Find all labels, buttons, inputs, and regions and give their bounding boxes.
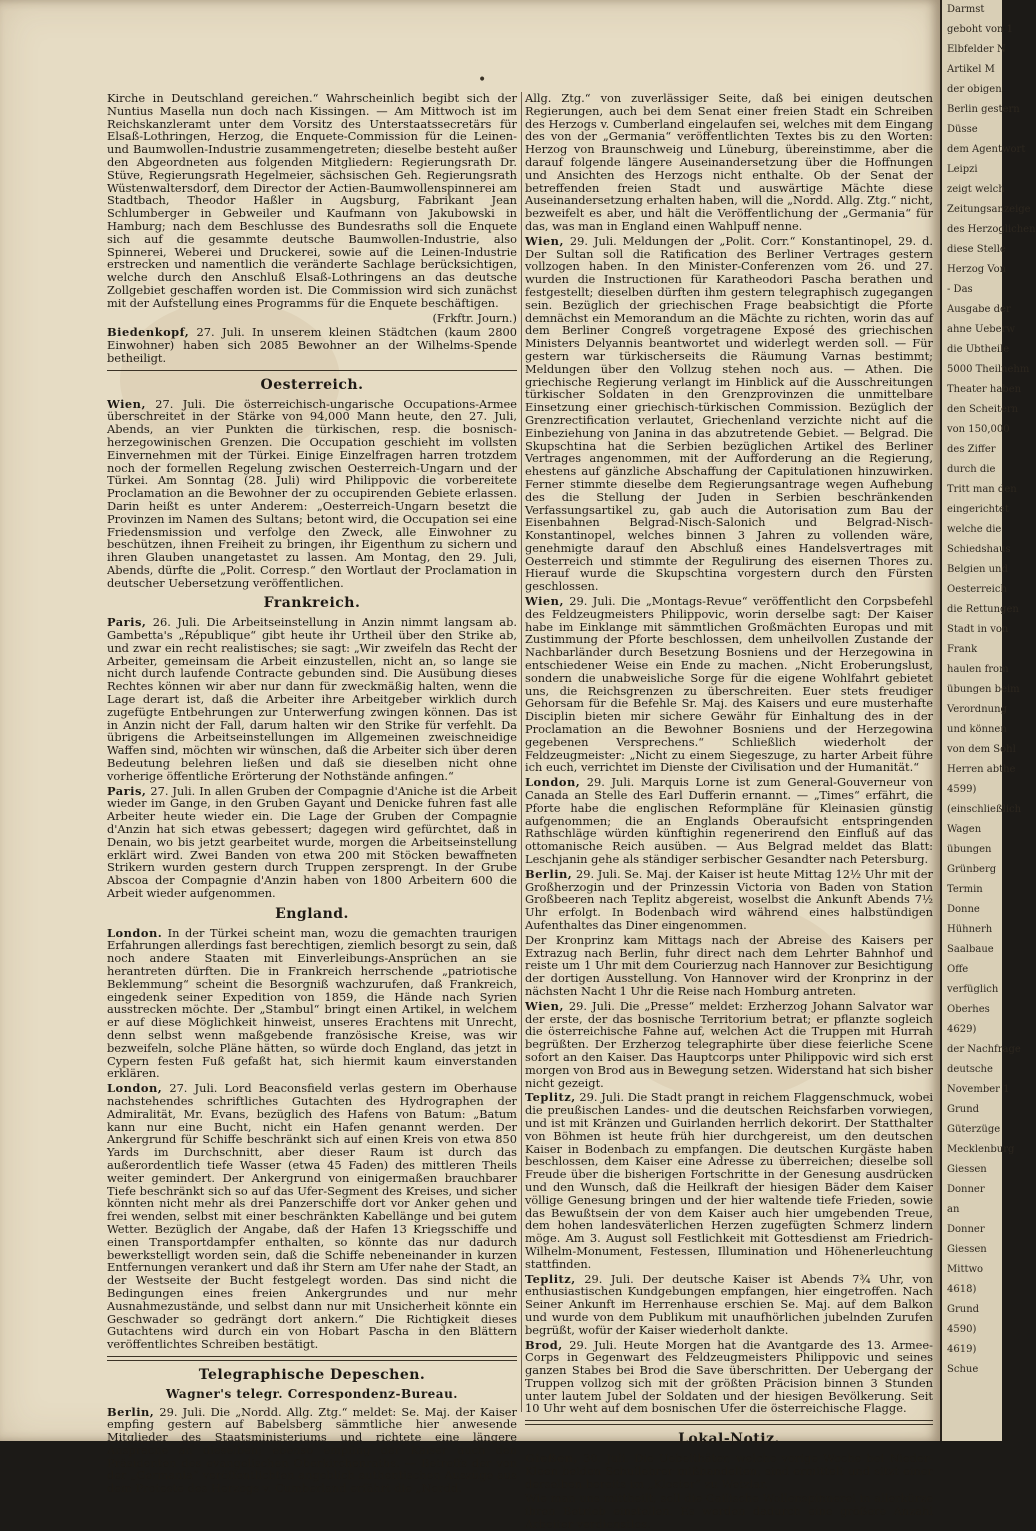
article-paragraph <box>525 1339 933 1416</box>
adjacent-page-fragment: Leipzi <box>947 164 978 175</box>
dateline: Berlin, <box>525 866 573 881</box>
adjacent-page-fragment: Oberhes <box>947 1004 990 1015</box>
adjacent-page-fragment: von dem Sohl <box>947 744 1016 755</box>
adjacent-page-fragment: Stadt in von <box>947 624 1009 635</box>
adjacent-page-fragment: Güterzüge <box>947 1124 1001 1135</box>
article-paragraph <box>107 927 517 1081</box>
dateline: London, <box>525 775 581 790</box>
adjacent-page-fragment: übungen <box>947 844 992 855</box>
adjacent-page-fragment: Artikel M <box>947 64 995 75</box>
adjacent-page-fragment: eingerichtet <box>947 504 1009 515</box>
article-paragraph <box>525 595 933 774</box>
adjacent-page-fragment: 4599) <box>947 784 977 795</box>
adjacent-page-fragment: - Das <box>947 284 973 295</box>
adjacent-page-fragment: geboht von 1 <box>947 24 1014 35</box>
adjacent-page-edge <box>940 0 1036 1441</box>
adjacent-page-fragment: deutsche <box>947 1064 993 1075</box>
article-paragraph <box>525 1273 933 1337</box>
adjacent-page-fragment: Mittwo <box>947 1264 984 1275</box>
article-paragraph <box>525 1452 933 1490</box>
dateline: Brod, <box>525 1337 563 1352</box>
adjacent-page-fragment: 4590) <box>947 1324 977 1335</box>
adjacent-page-fragment: Berlin gestern <box>947 104 1020 115</box>
adjacent-page-fragment: Zeitungsanzeige <box>947 204 1031 215</box>
adjacent-page-fragment: 4619) <box>947 1344 977 1355</box>
adjacent-page-fragment: Belgien und <box>947 564 1008 575</box>
dateline: London. <box>107 925 163 940</box>
paragraph-text: 30. Juli. Die Uebelthäter, welche vorige Woche bei Nieder-Kleen beiden Schullehrer mißhandelten, sind ermittelt und sitzt einer derselben bereits im „Kloster“ zu Wetzlar. <box>525 1451 933 1491</box>
adjacent-page-fragment: und können <box>947 724 1007 735</box>
article-paragraph <box>107 1082 517 1351</box>
paragraph-text: 29. Juli. Die „Presse“ meldet: Erzherzog Johann Salvator war der erste, der das bosnische Territorium betrat; er pflanzte sogleich die österreichische Fahne auf, welchen Act die Truppen mit Hurrah begrüßten. Der Erzherzog telegraphirte über diese feierliche Scene sofort an den Kaiser. Das Hauptcorps unter Philippovic wird sich erst morgen von Brod aus in Bewegung setzen. Widerstand hat sich bisher nicht gezeigt. <box>525 998 933 1090</box>
paragraph-text: Kirche in Deutschland gereichen.“ Wahrscheinlich begibt sich der Nuntius Masella nun doch nach Kissingen. — Am Mittwoch ist im Reichskanzleramt unter dem Vorsitz des Unterstaatssecretärs für Elsaß-Lothringen, Herzog, die Enquete-Commission für die Leinen- und Baumwollen-Industrie zusammengetreten; dieselbe besteht außer den Abgeordneten aus folgenden Mitgliedern: Regierungsrath Dr. Stüve, Regierungsrath Hegelmeier, sächsischen Geh. Regierungsrath Wüstenwaltersdorf, dem Director der Actien-Baumwollenspinnerei am Stadtbach, Theodor Haßler in Augsburg, Fabrikant Jean Schlumberger in Gebweiler und Kaufmann von Jakubowski in Hamburg; nach dem Beschlusse des Bundesraths soll die Enquete sich auf die gesammte deutsche Baumwollen-Industrie, also Spinnerei, Weberei und Druckerei, sowie auf die Leinen-Industrie erstrecken und namentlich die veränderte Sachlage berücksichtigen, welche durch den Anschluß Elsaß-Lothringens an das deutsche Zollgebiet geschaffen worden ist. Die Commission wird sich zunächst mit der Aufstellung eines Programms für die Enquete beschäftigen. <box>107 91 517 310</box>
section-heading: Lokal-Notiz. <box>678 1431 780 1448</box>
adjacent-page-fragment: Schue <box>947 1364 979 1375</box>
dateline: Paris, <box>107 615 147 630</box>
section-heading: Telegraphische Depeschen. <box>198 1366 426 1383</box>
adjacent-page-fragment: (einschließlich <box>947 804 1022 815</box>
dateline: Teplitz, <box>525 1090 576 1105</box>
article-paragraph <box>107 785 517 900</box>
adjacent-page-fragment: Saalbaue <box>947 944 994 955</box>
dateline: Berlin, <box>107 1404 155 1419</box>
adjacent-page-fragment: Giessen <box>947 1244 987 1255</box>
adjacent-page-fragment: des Ziffer <box>947 444 996 455</box>
adjacent-page-fragment: 4618) <box>947 1284 977 1295</box>
section-heading: Frankreich. <box>263 595 361 612</box>
paragraph-text: 27. Juli. Die österreichisch-ungarische Occupations-Armee überschreitet in der Stärke von 94,000 Mann heute, den 27. Juli, Abends, an vier Punkten die türkischen, resp. die bosnisch-herzegowinischen Grenzen. Die Occupation geschieht im vollsten Einvernehmen mit der Türkei. Einige Einzelfragen harren trotzdem noch der formellen Regelung zwischen Oesterreich-Ungarn und der Türkei. Am Sonntag (28. Juli) wird Philippovic die vorbereitete Proclamation an die Bewohner der zu occupirenden Gebiete erlassen. Darin heißt es unter Anderem: „Oesterreich-Ungarn besetzt die Provinzen im Namen des Sultans; betont wird, die Occupation sei eine Friedensmission und verfolge den Zweck, alle Einwohner zu beschützen, ihnen Freiheit zu bringen, ihr Eigenthum zu sichern und ihren Glauben unangetastet zu lassen. Am Montag, den 29. Juli, Abends, dürfte die „Polit. Corresp.“ den Wortlaut der Proclamation in deutscher Uebersetzung veröffentlichen. <box>107 396 517 590</box>
article-paragraph <box>107 92 517 310</box>
adjacent-page-fragment: dem Agentwort <box>947 144 1026 155</box>
paragraph-text: 27. Juli. In allen Gruben der Compagnie d'Aniche ist die Arbeit wieder im Gange, in den Gruben Gayant und Denicke fuhren fast alle Arbeiter heute wieder ein. Die Lage der Gruben der Compagnie d'Anzin hat sich etwas gebessert; dagegen wird gefürchtet, daß in Denain, wo bis jetzt gearbeitet wurde, morgen die Arbeitseinstellung erklärt wird. Zwei Banden von etwa 200 mit Stöcken bewaffneten Strikern wurden gestern durch Truppen zersprengt. In der Grube Abscoa der Compagnie d'Anzin haben von 1800 Arbeitern 600 die Arbeit wieder aufgenommen. <box>107 783 517 901</box>
adjacent-page-fragment: Ausgabe der <box>947 304 1011 315</box>
section-heading: England. <box>275 905 349 922</box>
adjacent-page-fragment: zeigt welch <box>947 184 1005 195</box>
right-column <box>525 91 933 1531</box>
adjacent-page-fragment: Offe <box>947 964 969 975</box>
article-paragraph <box>107 1406 517 1496</box>
dateline: Teplitz, <box>525 1271 576 1286</box>
article-paragraph <box>525 868 933 932</box>
paragraph-text: 29. Juli. Se. Maj. der Kaiser ist heute Mittag 12½ Uhr mit der Großherzogin und der Prinzessin Victoria von Baden von Station Großbeeren nach Teplitz abgereist, woselbst die Ankunft Abends 7½ Uhr erfolgt. In Bodenbach wird während eines halbstündigen Aufenthaltes das Diner eingenommen. <box>525 866 933 932</box>
adjacent-page-fragment: Grünberg <box>947 864 997 875</box>
dateline: Wien, <box>525 594 564 609</box>
adjacent-page-fragment: Frank <box>947 644 978 655</box>
adjacent-page-fragment: Hühnerh <box>947 924 993 935</box>
adjacent-page-fragment: Düsse <box>947 124 978 135</box>
adjacent-page-fragment: Mecklenburg <box>947 1144 1015 1155</box>
adjacent-page-fragment: ahne Ueberw <box>947 324 1015 335</box>
adjacent-page-fragment: diese Stelle <box>947 244 1006 255</box>
article-paragraph <box>525 1091 933 1270</box>
adjacent-page-fragment: Donner <box>947 1224 985 1235</box>
paragraph-text: 29. Juli. Marquis Lorne ist zum General-Gouverneur von Canada an Stelle des Earl Dufferin ernannt. — „Times“ erfährt, die Pforte habe die englischen Reformpläne für Kleinasien günstig aufgenommen; die an Englands Oberaufsicht entspringenden Rathschläge würden künftighin regenerirend den Einfluß auf das ottomanische Reich ausüben. — Aus Belgrad meldet das Blatt: Leschjanin gehe als ständiger serbischer Gesandter nach Petersburg. <box>525 775 933 867</box>
paragraph-text: Der Kronprinz kam Mittags nach der Abreise des Kaisers per Extrazug nach Berlin, fuhr direct nach dem Lehrter Bahnhof und reiste um 1 Uhr mit dem Courierzug nach Hannover zur Besichtigung der dortigen Ausstellung. Von Hannover wird der Kronprinz in der nächsten Nacht 1 Uhr die Reise nach Homburg antreten. <box>525 932 933 998</box>
paragraph-text: Wie man uns mittheilt, soll die Gailische Wollenspinnerei in allerkürze ihren Betrieb einstellen. Es werden dadurch eine größere Anzahl Arbeiter verdienstlos. <box>525 1491 933 1531</box>
adjacent-page-fragment: durch die <box>947 464 996 475</box>
dateline: Gießen, <box>525 1451 578 1466</box>
adjacent-page-fragment: die Ubtheile <box>947 344 1010 355</box>
adjacent-page-fragment: Tritt man den <box>947 484 1017 495</box>
adjacent-page-fragment: von 150,000 <box>947 424 1010 435</box>
adjacent-page-fragment: Herzog Von <box>947 264 1007 275</box>
paragraph-text: 29. Juli. Der deutsche Kaiser ist Abends 7¾ Uhr, von enthusiastischen Kundgebungen empfangen, hier eingetroffen. Nach Seiner Ankunft im Herrenhause erschien Se. Maj. auf dem Balkon und wurde von dem Publikum mit unaufhörlichen jubelnden Zurufen begrüßt, wofür der Kaiser wiederholt dankte. <box>525 1271 933 1337</box>
adjacent-page-fragment: Giessen <box>947 1164 987 1175</box>
paragraph-text: 29. Juli. Die Stadt prangt in reichem Flaggenschmuck, wobei die preußischen Landes- und die deutschen Reichsfarben vorwiegen, und ist mit Kränzen und Guirlanden herrlich dekorirt. Der Statthalter von Böhmen ist heute früh hier durchgereist, um den deutschen Kaiser in Bodenbach zu empfangen. Die deutschen Kurgäste haben beschlossen, dem Kaiser eine Adresse zu überreichen; dieselbe soll Freude über die bisherigen Fortschritte in der Genesung ausdrücken und den Wunsch, daß die Heilkraft der hiesigen Bäder dem Kaiser völlige Genesung bringen und der hier waltende tiefe Frieden, sowie das Bewußtsein der von dem Kaiser auch hier umgebenden Treue, dem hohen landesväterlichen Herzen zugefügten Schmerz lindern möge. Am 3. August soll Festlichkeit mit Gottesdienst am Friedrich-Wilhelm-Monument, Festessen, Illumination und Höhenerleuchtung stattfinden. <box>525 1090 933 1271</box>
adjacent-page-fragment: an <box>947 1204 960 1215</box>
adjacent-page-fragment: des Herzoglichen <box>947 224 1036 235</box>
adjacent-page-fragment: übungen beim <box>947 684 1020 695</box>
adjacent-page-fragment: Darmst <box>947 4 985 15</box>
adjacent-page-fragment: Schiedshaus <box>947 544 1011 555</box>
section-rule <box>525 1420 933 1425</box>
dateline: Biedenkopf, <box>107 325 190 340</box>
adjacent-page-fragment: Wagen <box>947 824 982 835</box>
adjacent-page-fragment: der Nachfrage <box>947 1044 1021 1055</box>
section-rule <box>107 370 517 371</box>
adjacent-page-fragment: 4629) <box>947 1024 977 1035</box>
article-paragraph <box>525 934 933 998</box>
adjacent-page-fragment: verfüglich <box>947 984 999 995</box>
paragraph-text: 29. Juli. Die „Montags-Revue“ veröffentlicht den Corpsbefehl des Feldzeugmeisters Philippovic, worin derselbe sagt: Der Kaiser habe im Einklange mit sämmtlichen Großmächten Europas und mit Zustimmung der Pforte beschlossen, dem unheilvollen Zustande der Nachbarländer durch Besetzung Bosniens und der Herzegowina in entschiedener Weise ein Ende zu machen. „Nicht Eroberungslust, sondern die unabweisliche Sorge für die eigene Wohlfahrt gebietet uns, die Reichsgrenzen zu überschreiten. Euer stets freudiger Gehorsam für die Befehle Sr. Maj. des Kaisers und eure musterhafte Disciplin bieten mir sichere Gewähr für Einhaltung des in der Proclamation an die Bewohner Bosniens und der Herzegowina gegebenen Versprechens.“ Schließlich wiederholt der Feldzeugmeister: „Nicht zu einem Siegeszuge, zu harter Arbeit führe ich euch, verrichtet im Dienste der Civilisation und der Humanität.“ <box>525 594 933 775</box>
paragraph-text: Allg. Ztg.“ von zuverlässiger Seite, daß bei einigen deutschen Regierungen, auch bei dem Senat einer freien Stadt ein Schreiben des Herzogs v. Cumberland eingelaufen sei, welches mit dem Eingang des von der „Germania“ veröffentlichten Textes bis zu den Worten: Herzog von Braunschweig und Lüneburg, übereinstimme, aber die darauf folgende längere Auseinandersetzung über die Hoffnungen und Ansichten des Herzogs nicht enthalte. Ob der Senat der betreffenden freien Stadt und auswärtige Mächte diese Auseinandersetzung erhalten haben, will die „Nordd. Allg. Ztg.“ nicht, bezweifelt es aber, und hält die Veröffentlichung der „Germania“ für das, was man in England einen Wahlpuff nenne. <box>525 91 933 233</box>
adjacent-page-fragment: Herren abthe <box>947 764 1016 775</box>
adjacent-page-fragment: November 1 <box>947 1084 1010 1095</box>
paragraph-text: 29. Juli. Heute Morgen hat die Avantgarde des 13. Armee-Corps in Gegenwart des Feldzeugmeisters Philippovic und seines ganzen Stabes bei Brod die Save überschritten. Der Uebergang der Truppen vollzog sich mit der größten Präcision binnen 3 Stunden unter lautem Jubel der Soldaten und der hiesigen Bevölkerung. Seit 10 Uhr weht auf dem bosnischen Ufer die österreichische Flagge. <box>525 1337 933 1416</box>
adjacent-page-fragment: Elbfelder N <box>947 44 1006 55</box>
article-paragraph <box>525 235 933 593</box>
article-paragraph <box>107 616 517 782</box>
article-paragraph <box>525 92 933 233</box>
adjacent-page-fragment: 5000 Theilnehm <box>947 364 1030 375</box>
adjacent-page-fragment: Grund <box>947 1104 980 1115</box>
paragraph-text: 26. Juli. Die Arbeitseinstellung in Anzin nimmt langsam ab. Gambetta's „République“ gibt heute ihr Urtheil über den Strike ab, und zwar ein recht realistisches; sie sagt: „Wir zweifeln das Recht der Arbeiter, gemeinsam die Arbeit einzustellen, nicht an, so lange sie nicht durch laufende Contracte gebunden sind. Die Ausübung dieses Rechtes können wir aber nur dann für zweckmäßig halten, wenn die Lage derart ist, daß die Arbeiter ihre Arbeitgeber wirklich durch zugefügte Entbehrungen zur Unterwerfung zwingen können. Das ist in Anzin nicht der Fall, darum halten wir den Strike für verfehlt. Da übrigens die Arbeitseinstellungen im Allgemeinen zweischneidige Waffen sind, möchten wir wünschen, daß die Arbeiter sich über deren Bedeutung belehren ließen und daß sie dieselben nicht ohne vorherige öffentliche Erörterung der Nothstände anfingen.“ <box>107 615 517 783</box>
paragraph-text: 27. Juli. In unserem kleinen Städtchen (kaum 2800 Einwohner) haben sich 2085 Bewohner an der Wilhelms-Spende betheiligt. <box>107 325 517 365</box>
adjacent-page-fragment: haulen from <box>947 664 1009 675</box>
dateline: Wien, <box>525 998 564 1013</box>
paragraph-text: 29. Juli. Meldungen der „Polit. Corr.“ Konstantinopel, 29. d. Der Sultan soll die Ratification des Berliner Vertrages gestern vollzogen haben. In den Minister-Conferenzen vom 26. und 27. wurden die Instructionen für Karatheodori Pascha berathen und festgestellt; dieselben dürften ihm gestern telegraphisch zugegangen sein. Bezüglich der griechischen Frage beabsichtigt die Pforte demnächst ein Memorandum an die Mächte zu richten, worin das auf dem Berliner Congreß vorgetragene Exposé des griechischen Ministers Delyannis beantwortet und widerlegt werden soll. — Für gestern war türkischerseits die Räumung Varnas bestimmt; Meldungen über den Vollzug stehen noch aus. — Athen. Die griechische Regierung verlangt im Hinblick auf die Ausschreitungen türkischer Soldaten in den Grenzprovinzen die unmittelbare Einsetzung einer griechisch-türkischen Commission. Bezüglich der Grenzrectification verlautet, Griechenland verzichte nicht auf die Einbeziehung von Janina in das abzutretende Gebiet. — Belgrad. Die Skupschtina hat die Serbien bezüglichen Artikel des Berliner Vertrages angenommen, mit der Aufforderung an die Regierung, ehestens auf gänzliche Abschaffung der Capitulationen hinzuwirken. Ferner stimmte dieselbe dem Regierungsantrage wegen Aufhebung des die Stellung der Juden in Serbien beschränkenden Verfassungsartikel zu, gab auch die Autorisation zum Bau der Eisenbahnen Belgrad-Nisch-Salonich und Belgrad-Nisch-Konstantinopel, welches binnen 3 Jahren zu vollenden wäre, genehmigte darauf den Abschluß eines Handelsvertrages mit Oesterreich und stimmte der Regulirung des eisernen Thores zu. Hierauf wurde die Skupschtina vorgestern durch den Fürsten geschlossen. <box>525 233 933 594</box>
section-heading: Wagner's telegr. Correspondenz-Bureau. <box>166 1386 458 1401</box>
paragraph-text: 29. Juli. Die „Nordd. Allg. Ztg.“ meldet: Se. Maj. der Kaiser empfing gestern auf Babelsberg sämmtliche hier anwesende Mitglieder des Staatsministeriums und richtete eine längere Ansprache an dieselben; ebenso empfing der Kaiser auch den Präsidenten des evangelischen Oberkirchenraths. — Betreffs der von der „Germania“ veröffentlichten angeblich authentischen Auszüge aus dem Proteste des Herzogs v. Cumberland erfährt die „Nordd. <box>107 1404 517 1496</box>
adjacent-page-fragment: welche die <box>947 524 1002 535</box>
article-paragraph <box>525 1492 933 1530</box>
paragraph-text: In der Türkei scheint man, wozu die gemachten traurigen Erfahrungen allerdings fast berechtigen, ziemlich besorgt zu sein, daß noch andere Staaten mit Einverleibungs-Ansprüchen an sie herantreten dürften. Die in Frankreich herrschende „patriotische Beklemmung“ scheint die Besorgniß wachzurufen, daß Frankreich, eingedenk seiner Expedition von 1859, die Hände nach Syrien ausstrecken möchte. Der „Stambul“ bringt einen Artikel, in welchem er auf diese Möglichkeit hinweist, unseres Erachtens mit Unrecht, denn selbst wenn maßgebende französische Kreise, was wir bezweifeln, solche Pläne hätten, so würde doch England, das jetzt in Cypern festen Fuß gefaßt hat, sich hiermit kaum einverstanden erklären. <box>107 925 517 1081</box>
adjacent-page-fragment: Oesterreich <box>947 584 1007 595</box>
top-mark: • <box>478 72 487 88</box>
adjacent-page-fragment: den Scheitern <box>947 404 1019 415</box>
section-heading: Oesterreich. <box>260 376 364 393</box>
adjacent-page-fragment: Donner <box>947 1184 985 1195</box>
left-column <box>107 91 517 1496</box>
article-paragraph <box>107 398 517 590</box>
adjacent-page-fragment: Donne <box>947 904 980 915</box>
dateline: Wien, <box>525 233 564 248</box>
article-paragraph <box>525 1000 933 1090</box>
adjacent-page-fragment: der obigen <box>947 84 1002 95</box>
dateline: London, <box>107 1081 163 1096</box>
adjacent-page-fragment: Termin <box>947 884 983 895</box>
dateline: Wien, <box>107 396 146 411</box>
source-citation: (Frkftr. Journ.) <box>432 310 517 325</box>
article-paragraph <box>107 326 517 364</box>
dateline: Paris, <box>107 783 147 798</box>
article-paragraph <box>525 776 933 866</box>
paragraph-text: 27. Juli. Lord Beaconsfield verlas gestern im Oberhause nachstehendes schriftliches Gutachten des Hydrographen der Admiralität, Mr. Evans, bezüglich des Hafens von Batum: „Batum kann nur eine Bucht, nicht ein Hafen genannt werden. Der Ankergrund für Schiffe beschränkt sich auf einen Kreis von etwa 850 Yards im Durchschnitt, aber dieser Raum ist durch das außerordentlich tiefe Wasser (etwa 45 Faden) des mittleren Theils weiter gemindert. Der Ankergrund von einigermaßen brauchbarer Tiefe beschränkt sich so auf das Ufer-Segment des Kreises, und sicher könnten nicht mehr als drei Panzerschiffe dort vor Anker gehen und frei wenden, selbst mit einer beschränkten Kabellänge und bei gutem Wetter. Bezüglich der Angabe, daß der Hafen 13 Kriegsschiffe und einen Transportdampfer enthalten, so könnte das nur dadurch bewerkstelligt worden sein, daß die Schiffe nebeneinander in kurzen Entfernungen verankert und daß ihr Stern am Ufer nahe der Stadt, an der Westseite der Bucht festgelegt worden. Das sind nicht die Bedingungen eines freien Ankergrundes und nur mehr Ausnahmezustände, und selbst dann nur mit Unsicherheit könnte ein Geschwader so gedrängt dort ankern.“ Die Richtigkeit dieses Gutachtens wird durch ein von Hobart Pascha in den Blättern veröffentlichtes Schreiben bestätigt. <box>107 1081 517 1352</box>
adjacent-page-fragment: Verordnung <box>947 704 1007 715</box>
adjacent-page-fragment: die Rettungen <box>947 604 1019 615</box>
column-divider <box>521 92 522 1412</box>
adjacent-page-fragment: Theater haben <box>947 384 1022 395</box>
adjacent-page-fragment: Grund <box>947 1304 980 1315</box>
section-rule <box>107 1356 517 1361</box>
